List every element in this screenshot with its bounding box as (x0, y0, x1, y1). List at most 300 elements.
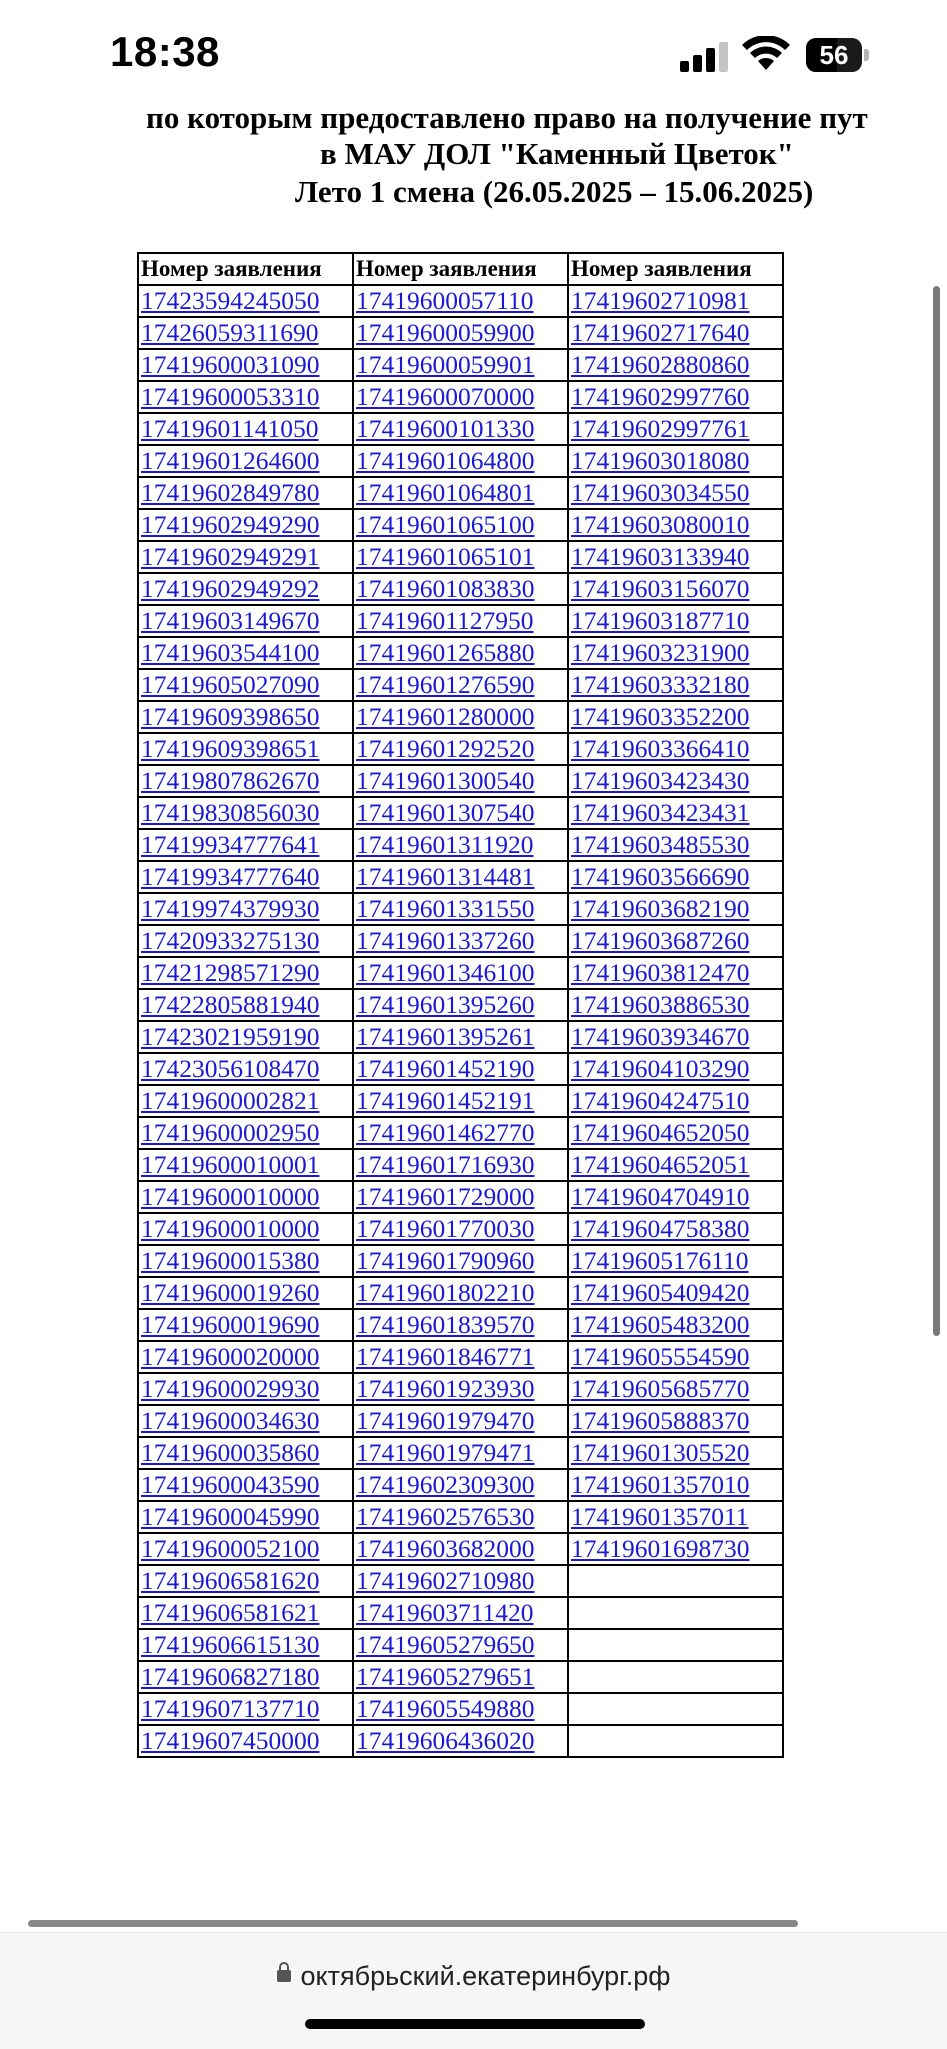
application-number-link[interactable]: 17419601331550 (356, 893, 535, 923)
table-cell (138, 1597, 353, 1629)
table-row (138, 1053, 783, 1085)
table-cell (138, 1245, 353, 1277)
table-cell (568, 1341, 783, 1373)
application-number-link[interactable]: 17419601462770 (356, 1117, 535, 1147)
table-cell (353, 349, 568, 381)
application-number-link[interactable]: 17419601729000 (356, 1181, 535, 1211)
table-cell (568, 637, 783, 669)
application-number-link[interactable]: 17419603566690 (571, 861, 750, 891)
application-number-link[interactable]: 17419601839570 (356, 1309, 535, 1339)
table-cell (353, 957, 568, 989)
table-cell (353, 1021, 568, 1053)
application-number-link[interactable]: 17419601790960 (356, 1245, 535, 1275)
table-row (138, 605, 783, 637)
application-number-link[interactable]: 17419601346100 (356, 957, 535, 987)
application-number-link[interactable]: 17419600010000 (141, 1181, 320, 1211)
application-number-link[interactable]: 17419606436020 (356, 1725, 535, 1755)
table-cell (568, 285, 783, 317)
table-cell (353, 1597, 568, 1629)
table-row (138, 1693, 783, 1725)
table-cell (138, 1309, 353, 1341)
application-number-link[interactable]: 17419603133940 (571, 541, 750, 571)
column-header: Номер заявления (138, 253, 353, 285)
application-number-link[interactable]: 17419601065101 (356, 541, 535, 571)
table-cell (138, 1213, 353, 1245)
application-number-link[interactable]: 17419603018080 (571, 445, 750, 475)
application-number-link[interactable]: 17419606581620 (141, 1565, 320, 1595)
application-number-link[interactable]: 17419601357010 (571, 1469, 750, 1499)
application-number-link[interactable]: 17419601337260 (356, 925, 535, 955)
table-cell (138, 637, 353, 669)
url-text: октябрьский.екатеринбург.рф (300, 1961, 671, 1991)
table-cell (353, 925, 568, 957)
application-number-link[interactable]: 17419600059900 (356, 317, 535, 347)
table-row (138, 381, 783, 413)
application-number-link[interactable]: 17419600010001 (141, 1149, 320, 1179)
application-number-link[interactable]: 17419603544100 (141, 637, 320, 667)
table-cell (568, 1309, 783, 1341)
application-number-link[interactable]: 17419606581621 (141, 1597, 320, 1627)
table-cell (568, 1405, 783, 1437)
table-cell (138, 509, 353, 541)
table-cell (138, 925, 353, 957)
table-cell (568, 1437, 783, 1469)
table-cell (138, 1341, 353, 1373)
table-row (138, 1341, 783, 1373)
table-cell (353, 701, 568, 733)
application-number-link[interactable]: 17419602309300 (356, 1469, 535, 1499)
table-cell (138, 285, 353, 317)
table-cell (353, 1277, 568, 1309)
application-number-link[interactable]: 17419601276590 (356, 669, 535, 699)
application-number-link[interactable]: 17419601083830 (356, 573, 535, 603)
table-row (138, 1533, 783, 1565)
table-row (138, 1405, 783, 1437)
table-cell (353, 861, 568, 893)
table-cell (353, 317, 568, 349)
table-row (138, 1245, 783, 1277)
application-number-link[interactable]: 17419603034550 (571, 477, 750, 507)
application-number-link[interactable]: 17419600053310 (141, 381, 320, 411)
table-cell (138, 381, 353, 413)
table-cell (568, 765, 783, 797)
table-cell (353, 1181, 568, 1213)
application-number-link[interactable]: 17419974379930 (141, 893, 320, 923)
application-number-link[interactable]: 17419603682190 (571, 893, 750, 923)
table-cell (353, 1725, 568, 1757)
table-cell (138, 1437, 353, 1469)
application-number-link[interactable]: 17419601716930 (356, 1149, 535, 1179)
application-number-link[interactable]: 17420933275130 (141, 925, 320, 955)
heading-line-3: Лето 1 смена (26.05.2025 – 15.06.2025) (295, 174, 814, 209)
application-number-link[interactable]: 17419609398650 (141, 701, 320, 731)
table-cell (138, 669, 353, 701)
application-number-link[interactable]: 17419601265880 (356, 637, 535, 667)
application-number-link[interactable]: 17419603812470 (571, 957, 750, 987)
application-number-link[interactable]: 17419603231900 (571, 637, 750, 667)
table-cell (138, 733, 353, 765)
column-header: Номер заявления (353, 253, 568, 285)
table-row (138, 1085, 783, 1117)
application-number-link[interactable]: 17419601452191 (356, 1085, 535, 1115)
application-number-link[interactable]: 17419601698730 (571, 1533, 750, 1563)
table-cell (353, 477, 568, 509)
application-number-link[interactable]: 17419600002950 (141, 1117, 320, 1147)
table-cell (138, 797, 353, 829)
table-row (138, 1629, 783, 1661)
table-cell (568, 541, 783, 573)
horizontal-scrollbar[interactable] (28, 1920, 798, 1927)
application-number-link[interactable]: 17419603485530 (571, 829, 750, 859)
table-row (138, 317, 783, 349)
table-cell (568, 1245, 783, 1277)
application-number-link[interactable]: 17419607137710 (141, 1693, 320, 1723)
table-row (138, 1021, 783, 1053)
application-number-link[interactable]: 17419602710981 (571, 285, 750, 315)
application-number-link[interactable]: 17419604652050 (571, 1117, 750, 1147)
application-number-link[interactable]: 17419609398651 (141, 733, 320, 763)
application-number-link[interactable]: 17419602997760 (571, 381, 750, 411)
application-number-link[interactable]: 17419604247510 (571, 1085, 750, 1115)
application-number-link[interactable]: 17419603423430 (571, 765, 750, 795)
column-header: Номер заявления (568, 253, 783, 285)
application-number-link[interactable]: 17419604704910 (571, 1181, 750, 1211)
application-number-link[interactable]: 17421298571290 (141, 957, 320, 987)
table-cell (138, 1021, 353, 1053)
table-cell (138, 765, 353, 797)
application-number-link[interactable]: 17419601979471 (356, 1437, 535, 1467)
application-number-link[interactable]: 17419600010000 (141, 1213, 320, 1243)
application-number-link[interactable]: 17419601292520 (356, 733, 535, 763)
table-cell (568, 1181, 783, 1213)
application-number-link[interactable]: 17423021959190 (141, 1021, 320, 1051)
table-cell (568, 1373, 783, 1405)
table-cell (353, 1437, 568, 1469)
application-number-link[interactable]: 17419603682000 (356, 1533, 535, 1563)
table-cell (568, 1021, 783, 1053)
table-cell (138, 701, 353, 733)
table-row (138, 1277, 783, 1309)
table-cell (568, 1725, 783, 1757)
table-cell (353, 1629, 568, 1661)
table-cell (568, 1149, 783, 1181)
application-number-link[interactable]: 17419601395260 (356, 989, 535, 1019)
application-number-link[interactable]: 17419601141050 (141, 413, 319, 443)
application-number-link[interactable]: 17419603187710 (571, 605, 750, 635)
table-row (138, 701, 783, 733)
application-number-link[interactable]: 17419605483200 (571, 1309, 750, 1339)
table-cell (138, 1533, 353, 1565)
application-number-link[interactable]: 17419601280000 (356, 701, 535, 731)
table-cell (353, 989, 568, 1021)
application-number-link[interactable]: 17419602849780 (141, 477, 320, 507)
application-number-link[interactable]: 17423056108470 (141, 1053, 320, 1083)
application-number-link[interactable]: 17419830856030 (141, 797, 320, 827)
application-number-link[interactable]: 17419601307540 (356, 797, 535, 827)
table-cell (138, 1501, 353, 1533)
battery-icon (806, 38, 870, 72)
lock-icon (277, 1970, 291, 1982)
application-number-link[interactable]: 17419600020000 (141, 1341, 320, 1371)
application-number-link[interactable]: 17419606827180 (141, 1661, 320, 1691)
browser-address-bar[interactable] (0, 1932, 947, 2049)
application-number-link[interactable]: 17419605888370 (571, 1405, 750, 1435)
table-cell (568, 829, 783, 861)
table-cell (568, 1629, 783, 1661)
table-cell (568, 1565, 783, 1597)
table-cell (568, 733, 783, 765)
application-number-link[interactable]: 17419602949291 (141, 541, 320, 571)
application-number-link[interactable]: 17419603149670 (141, 605, 320, 635)
table-row (138, 1213, 783, 1245)
table-cell (568, 509, 783, 541)
table-cell (138, 989, 353, 1021)
application-number-link[interactable]: 17419600101330 (356, 413, 535, 443)
application-number-link[interactable]: 17419601846771 (356, 1341, 535, 1371)
application-number-link[interactable]: 17419602949292 (141, 573, 320, 603)
table-row (138, 349, 783, 381)
application-number-link[interactable]: 17419600070000 (356, 381, 535, 411)
table-row (138, 445, 783, 477)
table-cell (568, 797, 783, 829)
application-number-link[interactable]: 17419600043590 (141, 1469, 320, 1499)
application-number-link[interactable]: 17419600057110 (356, 285, 534, 315)
table-cell (568, 989, 783, 1021)
table-cell (568, 1597, 783, 1629)
application-number-link[interactable]: 17426059311690 (141, 317, 319, 347)
application-number-link[interactable]: 17419600031090 (141, 349, 320, 379)
table-cell (353, 605, 568, 637)
application-number-link[interactable]: 17419605279651 (356, 1661, 535, 1691)
table-row (138, 925, 783, 957)
table-cell (568, 861, 783, 893)
application-number-link[interactable]: 17419603934670 (571, 1021, 750, 1051)
table-row (138, 1309, 783, 1341)
table-cell (568, 1117, 783, 1149)
table-cell (353, 1053, 568, 1085)
table-cell (568, 1085, 783, 1117)
application-number-link[interactable]: 17419603352200 (571, 701, 750, 731)
table-cell (353, 1565, 568, 1597)
table-cell (138, 1693, 353, 1725)
table-cell (568, 573, 783, 605)
application-number-link[interactable]: 17419600002821 (141, 1085, 320, 1115)
table-cell (568, 317, 783, 349)
application-number-link[interactable]: 17419600035860 (141, 1437, 320, 1467)
application-number-link[interactable]: 17419601065100 (356, 509, 535, 539)
application-number-link[interactable]: 17419603080010 (571, 509, 750, 539)
application-number-link[interactable]: 17419601802210 (356, 1277, 535, 1307)
table-row (138, 669, 783, 701)
table-cell (353, 1469, 568, 1501)
application-number-link[interactable]: 17419604758380 (571, 1213, 750, 1243)
table-row (138, 733, 783, 765)
table-cell (138, 1117, 353, 1149)
application-number-link[interactable]: 17419934777641 (141, 829, 320, 859)
table-cell (138, 1725, 353, 1757)
table-cell (568, 445, 783, 477)
table-cell (138, 477, 353, 509)
application-number-link[interactable]: 17419605027090 (141, 669, 320, 699)
table-cell (138, 605, 353, 637)
application-number-link[interactable]: 17419607450000 (141, 1725, 320, 1755)
table-cell (353, 733, 568, 765)
application-number-link[interactable]: 17419807862670 (141, 765, 320, 795)
application-number-link[interactable]: 17419601452190 (356, 1053, 535, 1083)
table-cell (138, 957, 353, 989)
table-cell (353, 285, 568, 317)
application-number-link[interactable]: 17419604103290 (571, 1053, 750, 1083)
application-number-link[interactable]: 17419601923930 (356, 1373, 535, 1403)
application-number-link[interactable]: 17419605549880 (356, 1693, 535, 1723)
table-cell (353, 413, 568, 445)
table-cell (568, 1469, 783, 1501)
application-number-link[interactable]: 17419605554590 (571, 1341, 750, 1371)
application-number-link[interactable]: 17419602717640 (571, 317, 750, 347)
application-number-link[interactable]: 17419606615130 (141, 1629, 320, 1659)
home-indicator[interactable] (305, 2019, 645, 2029)
application-number-link[interactable]: 17419603711420 (356, 1597, 534, 1627)
table-cell (138, 413, 353, 445)
table-cell (138, 349, 353, 381)
table-cell (138, 1405, 353, 1437)
application-number-link[interactable]: 17419601770030 (356, 1213, 535, 1243)
table-cell (138, 861, 353, 893)
application-number-link[interactable]: 17419601305520 (571, 1437, 750, 1467)
table-cell (353, 1309, 568, 1341)
table-cell (568, 925, 783, 957)
table-cell (353, 1149, 568, 1181)
application-number-link[interactable]: 17419604652051 (571, 1149, 750, 1179)
status-time: 18:38 (110, 28, 220, 75)
table-cell (353, 445, 568, 477)
application-number-link[interactable]: 17419601357011 (571, 1501, 749, 1531)
table-row (138, 413, 783, 445)
table-cell (568, 701, 783, 733)
application-number-link[interactable]: 17419602710980 (356, 1565, 535, 1595)
table-cell (353, 1405, 568, 1437)
table-cell (353, 637, 568, 669)
table-cell (568, 1661, 783, 1693)
table-cell (138, 893, 353, 925)
table-row (138, 989, 783, 1021)
application-number-link[interactable]: 17422805881940 (141, 989, 320, 1019)
table-cell (138, 445, 353, 477)
application-number-link[interactable]: 17419601311920 (356, 829, 534, 859)
table-row (138, 893, 783, 925)
application-number-link[interactable]: 17419601979470 (356, 1405, 535, 1435)
table-row (138, 1149, 783, 1181)
application-number-link[interactable]: 17419601314481 (356, 861, 535, 891)
table-header-row (138, 253, 783, 285)
application-number-link[interactable]: 17419601064800 (356, 445, 535, 475)
application-number-link[interactable]: 17419600034630 (141, 1405, 320, 1435)
application-number-link[interactable]: 17419934777640 (141, 861, 320, 891)
table-row (138, 285, 783, 317)
table-cell (353, 829, 568, 861)
table-row (138, 1501, 783, 1533)
table-cell (568, 957, 783, 989)
table-cell (353, 1245, 568, 1277)
application-number-link[interactable]: 17419600045990 (141, 1501, 320, 1531)
application-number-link[interactable]: 17419605409420 (571, 1277, 750, 1307)
application-number-link[interactable]: 17419602949290 (141, 509, 320, 539)
application-number-link[interactable]: 17419602576530 (356, 1501, 535, 1531)
application-number-link[interactable]: 17419605279650 (356, 1629, 535, 1659)
table-cell (353, 765, 568, 797)
table-row (138, 1597, 783, 1629)
application-number-link[interactable]: 17419605685770 (571, 1373, 750, 1403)
application-number-link[interactable]: 17419603332180 (571, 669, 750, 699)
table-cell (353, 669, 568, 701)
application-number-link[interactable]: 17419600052100 (141, 1533, 320, 1563)
table-cell (138, 1085, 353, 1117)
table-cell (353, 1373, 568, 1405)
applications-table (137, 252, 784, 1758)
application-number-link[interactable]: 17423594245050 (141, 285, 320, 315)
application-number-link[interactable]: 17419600019260 (141, 1277, 320, 1307)
table-cell (353, 1085, 568, 1117)
table-cell (568, 1501, 783, 1533)
application-number-link[interactable]: 17419603886530 (571, 989, 750, 1019)
table-row (138, 797, 783, 829)
table-row (138, 829, 783, 861)
application-number-link[interactable]: 17419601127950 (356, 605, 534, 635)
application-number-link[interactable]: 17419605176110 (571, 1245, 749, 1275)
table-cell (353, 893, 568, 925)
application-number-link[interactable]: 17419602880860 (571, 349, 750, 379)
application-number-link[interactable]: 17419602997761 (571, 413, 750, 443)
application-number-link[interactable]: 17419601064801 (356, 477, 535, 507)
table-row (138, 573, 783, 605)
application-number-link[interactable]: 17419600059901 (356, 349, 535, 379)
page-content[interactable] (0, 96, 947, 1931)
table-cell (568, 477, 783, 509)
table-row (138, 861, 783, 893)
table-cell (353, 1533, 568, 1565)
table-cell (138, 1053, 353, 1085)
application-number-link[interactable]: 17419603366410 (571, 733, 750, 763)
table-cell (138, 1629, 353, 1661)
url-field[interactable] (0, 1961, 947, 1992)
application-number-link[interactable]: 17419603156070 (571, 573, 750, 603)
application-number-link[interactable]: 17419600029930 (141, 1373, 320, 1403)
table-cell (568, 1693, 783, 1725)
application-number-link[interactable]: 17419603423431 (571, 797, 750, 827)
battery-percent: 56 (819, 40, 849, 70)
table-cell (568, 1533, 783, 1565)
table-cell (568, 893, 783, 925)
table-cell (353, 1213, 568, 1245)
table-cell (353, 573, 568, 605)
table-cell (138, 1565, 353, 1597)
wifi-icon (742, 36, 790, 72)
vertical-scrollbar[interactable] (933, 286, 940, 1336)
table-cell (138, 829, 353, 861)
application-number-link[interactable]: 17419603687260 (571, 925, 750, 955)
table-cell (353, 1661, 568, 1693)
table-cell (138, 317, 353, 349)
table-cell (138, 1277, 353, 1309)
application-number-link[interactable]: 17419601395261 (356, 1021, 535, 1051)
application-number-link[interactable]: 17419600015380 (141, 1245, 320, 1275)
table-cell (353, 541, 568, 573)
table-row (138, 1661, 783, 1693)
application-number-link[interactable]: 17419600019690 (141, 1309, 320, 1339)
application-number-link[interactable]: 17419601300540 (356, 765, 535, 795)
table-cell (568, 669, 783, 701)
application-number-link[interactable]: 17419601264600 (141, 445, 320, 475)
